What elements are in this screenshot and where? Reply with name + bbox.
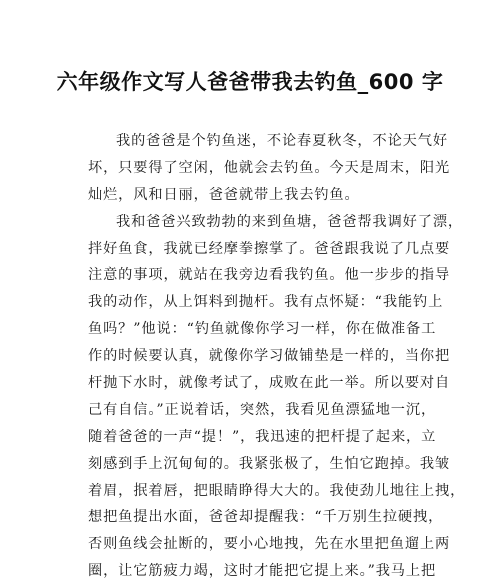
- body-line: 想把鱼提出水面，爸爸却提醒我：“千万别生拉硬拽，: [88, 509, 444, 526]
- body-line: 坏，只要得了空闲，他就会去钓鱼。今天是周末，阳光: [88, 159, 451, 176]
- body-line: 灿烂，风和日丽，爸爸就带上我去钓鱼。: [88, 186, 360, 203]
- body-line: 我的爸爸是个钓鱼迷，不论春夏秋冬，不论天气好: [116, 133, 448, 149]
- body-line: 我和爸爸兴致勃勃的来到鱼塘，爸爸帮我调好了漂，: [116, 213, 464, 230]
- body-line: 随着爸爸的一声“提！”，我迅速的把杆提了起来，立: [88, 428, 437, 445]
- document-body: [88, 128, 466, 585]
- body-line: 己有自信。”正说着话，突然，我看见鱼漂猛地一沉，: [88, 401, 437, 418]
- body-line: 鱼吗？”他说：“钓鱼就像你学习一样，你在做准备工: [88, 321, 437, 338]
- body-line: 杆抛下水时，就像考试了，成败在此一举。所以要对自: [88, 375, 451, 392]
- body-line: 注意的事项，就站在我旁边看我钓鱼。他一步步的指导: [88, 267, 451, 284]
- body-line: 着眉，抿着唇，把眼睛睁得大大的。我使劲儿地往上拽，: [88, 482, 466, 499]
- body-line: 作的时候要认真，就像你学习做铺垫是一样的，当你把: [88, 348, 451, 365]
- body-line: 否则鱼线会扯断的，要小心地拽，先在水里把鱼遛上两: [88, 536, 451, 553]
- body-line: 我的动作，从上饵料到抛杆。我有点怀疑：“我能钓上: [88, 294, 444, 311]
- body-line: 圈，让它筋疲力竭，这时才能把它提上来。”我马上把: [88, 563, 437, 580]
- document-title: 六年级作文写人爸爸带我去钓鱼_600 字: [56, 70, 444, 94]
- body-line: 拌好鱼食，我就已经摩拳擦掌了。爸爸跟我说了几点要: [88, 240, 451, 257]
- body-line: 刻感到手上沉甸甸的。我紧张极了，生怕它跑掉。我皱: [88, 455, 451, 472]
